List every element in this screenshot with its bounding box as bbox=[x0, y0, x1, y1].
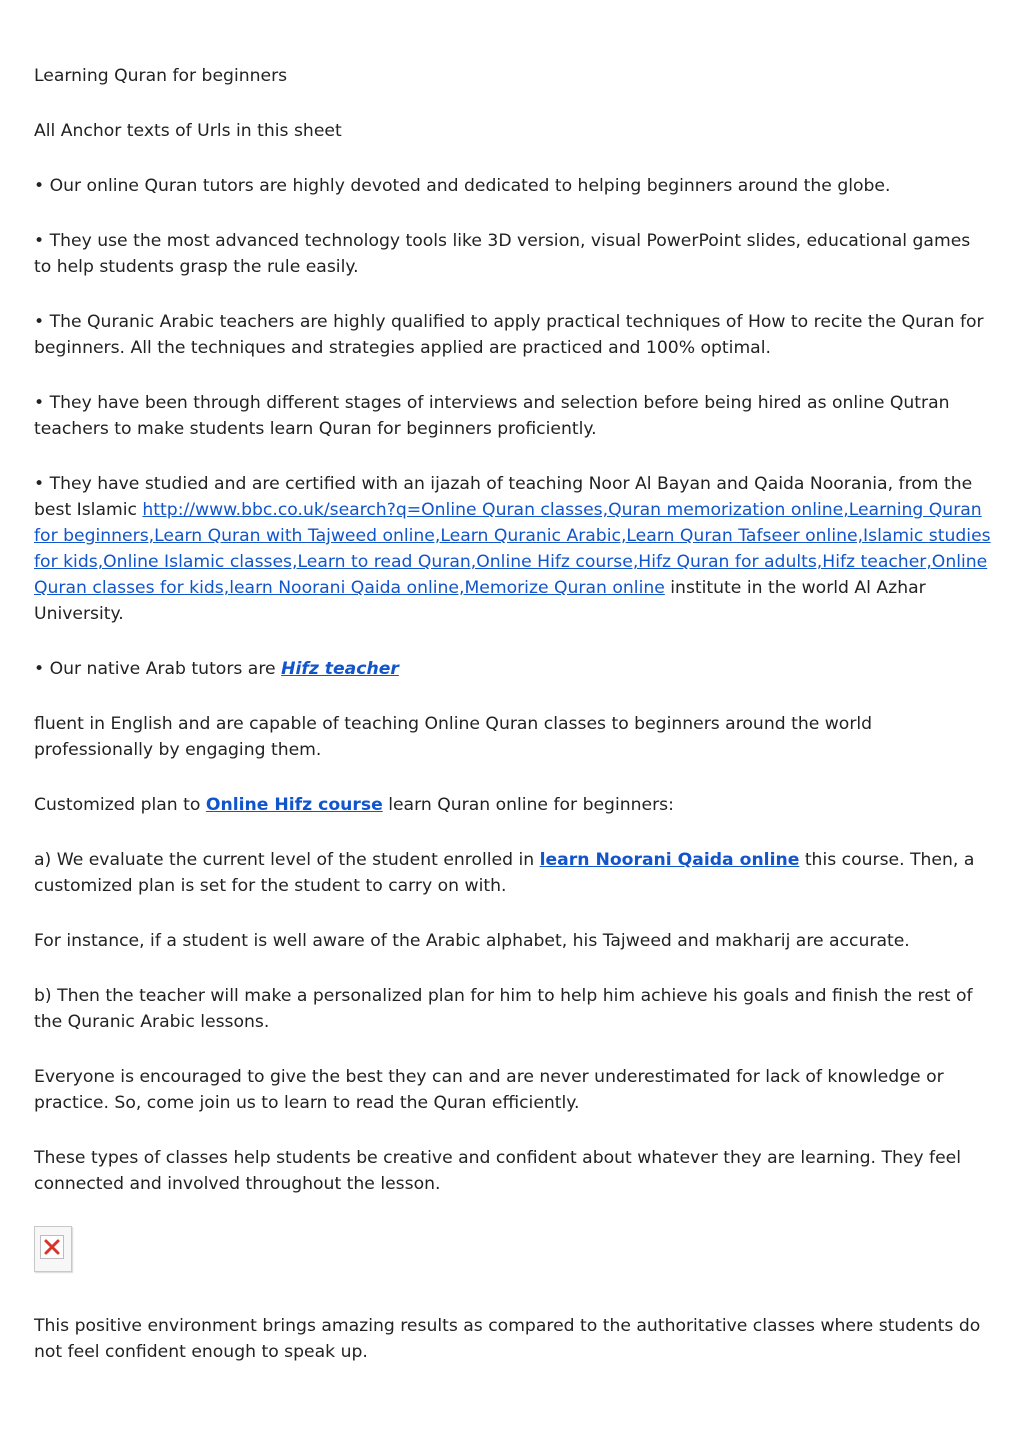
bullet-native-tutors bbox=[34, 656, 992, 682]
bullet-ijazah-tail: institute in the world Al Azhar University. bbox=[34, 578, 926, 624]
paragraph-everyone: Everyone is encouraged to give the best they can and are never underestimated for lack of knowledge or practice. So, come join us to learn to read the Quran efficiently. bbox=[34, 1067, 944, 1113]
document-title: Learning Quran for beginners bbox=[34, 66, 288, 86]
document-subtitle: All Anchor texts of Urls in this sheet bbox=[34, 121, 342, 141]
paragraph-fluent: fluent in English and are capable of teaching Online Quran classes to beginners around the world professionally by engaging them. bbox=[34, 714, 873, 760]
bullet-ijazah-text: • They have studied and are certified with an ijazah of teaching Noor Al Bayan and Qaida Noorania, from the best Islamic bbox=[34, 474, 973, 520]
evaluate-text: a) We evaluate the current level of the student enrolled in bbox=[34, 850, 540, 870]
noorani-qaida-link[interactable]: learn Noorani Qaida online bbox=[539, 850, 800, 870]
paragraph-positive: This positive environment brings amazing results as compared to the authoritative classes where students do not feel confident enough to speak up. bbox=[34, 1316, 981, 1362]
broken-image-icon bbox=[34, 1226, 72, 1272]
bullet-native-text: • Our native Arab tutors are bbox=[34, 659, 282, 679]
bullet-interviews: • They have been through different stages of interviews and selection before being hired as online Qutran teachers to make students learn Quran for beginners proficiently. bbox=[34, 393, 950, 439]
online-hifz-course-link[interactable]: Online Hifz course bbox=[205, 795, 383, 815]
paragraph-evaluate bbox=[34, 847, 992, 899]
bullet-ijazah bbox=[34, 471, 992, 627]
bbc-search-link[interactable]: http://www.bbc.co.uk/search?q=Online Quran classes,Quran memorization online,Learning Quran for beginners,Learn Quran with Tajweed online,Learn Quranic Arabic,Learn Quran Tafseer online,Islamic studies for kids,Online Islamic classes,Learn to read Quran,Online Hifz course,Hifz Quran for adults,Hifz teacher,Online Quran classes for kids,learn Noorani Qaida online,Memorize Quran online bbox=[34, 500, 991, 598]
plan-tail: learn Quran online for beginners: bbox=[382, 795, 674, 815]
document-body bbox=[34, 63, 992, 1394]
bullet-teachers: • The Quranic Arabic teachers are highly qualified to apply practical techniques of How to recite the Quran for beginners. All the techniques and strategies applied are practiced and 100% optimal. bbox=[34, 312, 984, 358]
bullet-tutors: • Our online Quran tutors are highly devoted and dedicated to helping beginners around the globe. bbox=[34, 176, 891, 196]
hifz-teacher-link[interactable]: Hifz teacher bbox=[281, 659, 399, 679]
paragraph-types: These types of classes help students be creative and confident about whatever they are learning. They feel connected and involved throughout the lesson. bbox=[34, 1148, 962, 1194]
bullet-technology: • They use the most advanced technology tools like 3D version, visual PowerPoint slides, educational games to help students grasp the rule easily. bbox=[34, 231, 971, 277]
broken-image-x-icon bbox=[40, 1235, 64, 1259]
plan-text: Customized plan to bbox=[34, 795, 206, 815]
paragraph-instance: For instance, if a student is well aware of the Arabic alphabet, his Tajweed and makharij are accurate. bbox=[34, 931, 910, 951]
evaluate-tail: this course. Then, a customized plan is set for the student to carry on with. bbox=[34, 850, 975, 896]
paragraph-personalized: b) Then the teacher will make a personalized plan for him to help him achieve his goals and finish the rest of the Quranic Arabic lessons. bbox=[34, 986, 973, 1032]
paragraph-customized-plan bbox=[34, 792, 992, 818]
